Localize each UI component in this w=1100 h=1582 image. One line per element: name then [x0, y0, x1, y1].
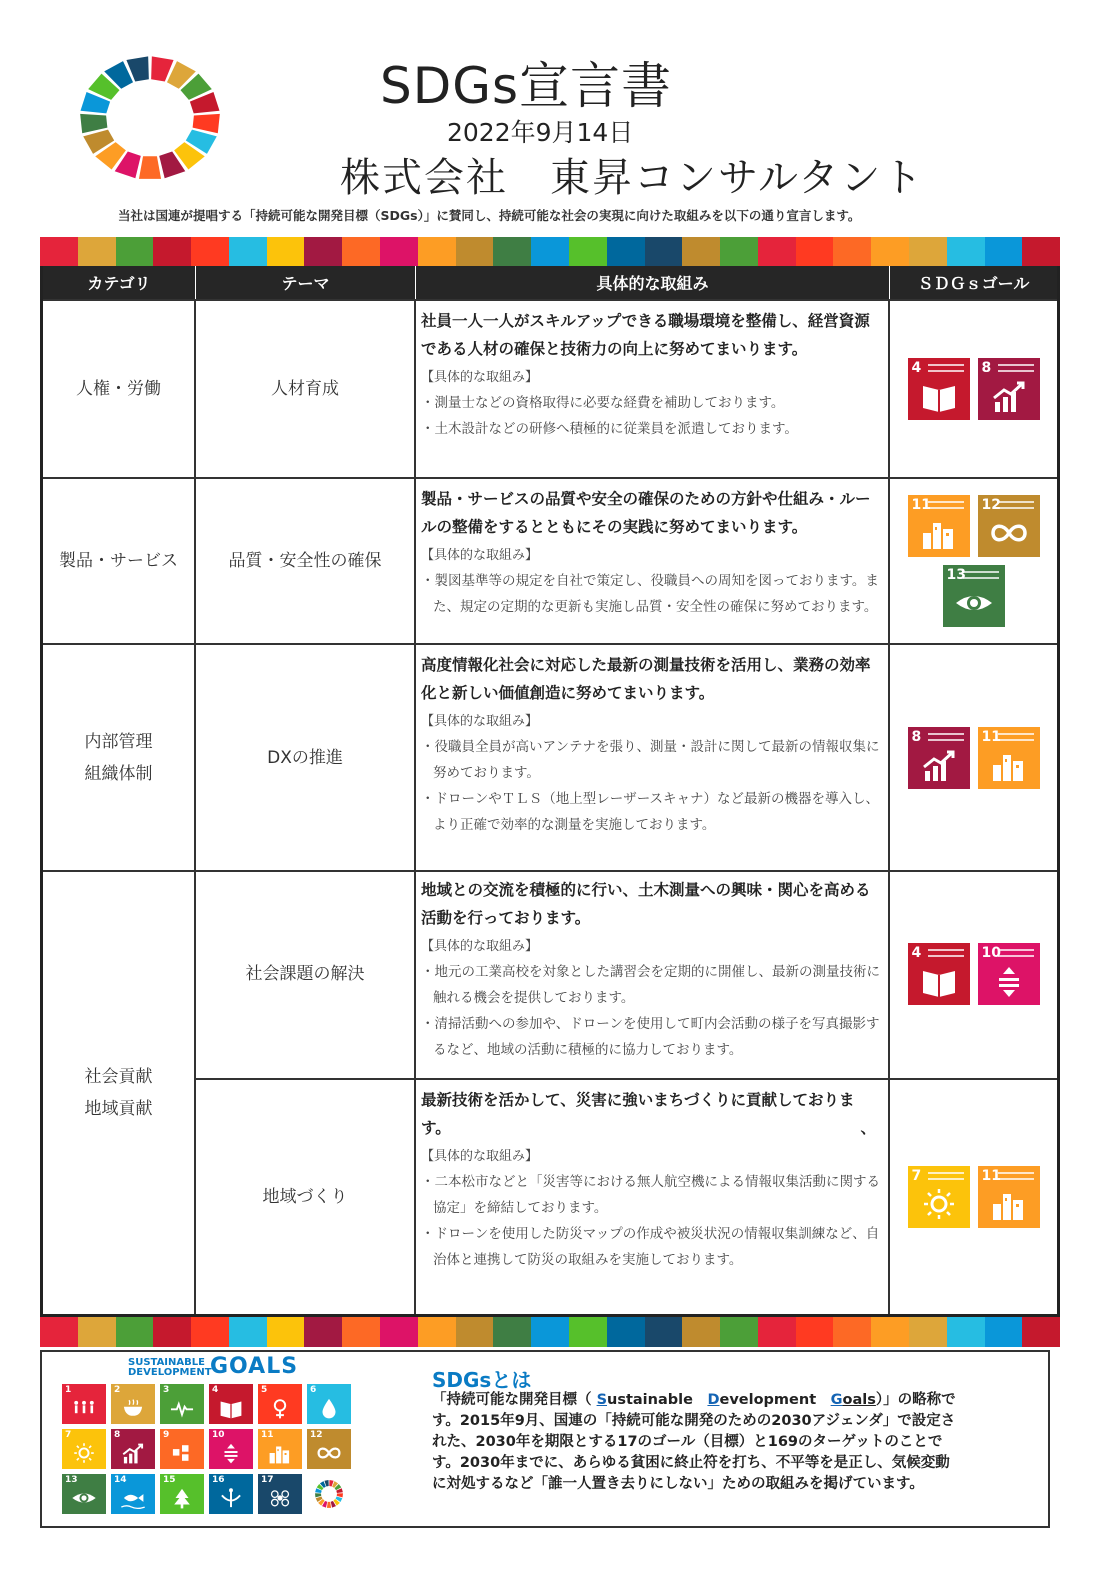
tile-number: 10 — [212, 1430, 225, 1440]
goal-caption-lines — [928, 949, 964, 957]
action-item: ・役職員全員が高いアンテナを張り、測量・設計に関して最新の情報収集に努めております。 — [421, 739, 880, 781]
sdg-goal-4-icon — [908, 358, 970, 420]
table-row — [43, 643, 1057, 870]
stripe-block — [40, 1317, 78, 1347]
about-text-part: 「持続可能な開発目標（ — [432, 1392, 597, 1408]
actions-cell — [416, 645, 890, 870]
stripe-block — [720, 237, 758, 267]
action-subheading: 【具体的な取組み】 — [421, 939, 539, 954]
stripe-block — [78, 237, 116, 267]
declaration-date: 2022年9月14日 — [447, 118, 634, 147]
goal-caption-lines — [928, 364, 964, 372]
about-text-part: oals — [842, 1392, 876, 1408]
about-text-part: ustainable — [607, 1392, 708, 1408]
sdgs-info-box — [40, 1350, 1050, 1528]
tile-number: 4 — [212, 1385, 219, 1395]
stripe-block — [796, 237, 834, 267]
stripe-block — [304, 237, 342, 267]
goal-number: 7 — [911, 1168, 922, 1184]
stripe-block — [531, 1317, 569, 1347]
sdg-goal-14-tile — [111, 1474, 155, 1514]
stripe-block — [833, 1317, 871, 1347]
sdg-goal-7-tile — [62, 1429, 106, 1469]
goal-number: 10 — [981, 945, 1001, 961]
about-text-part: evelopment — [719, 1392, 831, 1408]
stripe-block — [871, 237, 909, 267]
stripe-block — [418, 237, 456, 267]
sdg-goal-16-tile — [209, 1474, 253, 1514]
goal-glyph — [989, 515, 1029, 551]
tile-number: 6 — [310, 1385, 317, 1395]
category-cell: 社会貢献 地域貢献 — [43, 872, 196, 1314]
goals-cell — [890, 301, 1057, 477]
tile-glyph — [316, 1440, 342, 1466]
action-item: ・二本松市などと「災害等における無人航空機による情報収集活動に関する協定」を締結しております。 — [421, 1174, 880, 1216]
action-item: ・清掃活動への参加や、ドローンを使用して町内会活動の様子を写真撮影するなど、地域の活動に積極的に協力しております。 — [421, 1016, 880, 1058]
tile-glyph — [71, 1485, 97, 1511]
goal-caption-lines — [998, 733, 1034, 741]
stripe-block — [493, 1317, 531, 1347]
about-letter-s: S — [596, 1392, 608, 1408]
stripe-block — [645, 1317, 683, 1347]
tile-number: 17 — [261, 1475, 274, 1485]
stripe-block — [116, 1317, 154, 1347]
tile-glyph — [71, 1395, 97, 1421]
wheel-segment — [80, 114, 107, 133]
stripe-block — [456, 1317, 494, 1347]
wheel-segment — [139, 156, 161, 179]
goal-glyph — [954, 585, 994, 621]
about-text-part: ）」の略称です。2015年9月、国連の「持続可能な開発のための2030アジェンダ」で設定された、2030年を期限とする17のゴール（目標）と169のターゲットのことです。2030年までに、あらゆる貧困に終止符を打ち、不平等を是正し、気候変動に対処するなど「誰一人置き去りにしない」ための取組みを掲げています。 — [432, 1392, 956, 1492]
stripe-block — [78, 1317, 116, 1347]
stripe-block — [342, 1317, 380, 1347]
sdg-goal-13-tile — [62, 1474, 106, 1514]
tile-number: 3 — [163, 1385, 170, 1395]
about-title: SDGsとは — [432, 1368, 532, 1392]
sdg-goal-13-icon — [943, 565, 1005, 627]
stripe-block — [267, 237, 305, 267]
action-lead: 地域との交流を積極的に行い、土木測量への興味・関心を高める活動を行っております。 — [421, 881, 871, 927]
sdg-goal-7-icon — [908, 1166, 970, 1228]
stripe-block — [229, 237, 267, 267]
stripe-block — [607, 1317, 645, 1347]
wheel-segment — [193, 114, 220, 133]
goal-number: 11 — [981, 728, 1001, 745]
tile-glyph — [169, 1395, 195, 1421]
actions-cell — [416, 870, 890, 1078]
goal-number: 11 — [911, 497, 931, 513]
category-cell: 人権・労働 — [43, 301, 196, 477]
table-row — [196, 1078, 1057, 1314]
stripe-block — [833, 237, 871, 267]
sdg-goal-10-tile — [209, 1429, 253, 1469]
stripe-block — [418, 1317, 456, 1347]
header-goals: ＳＤＧｓゴール — [917, 274, 1030, 293]
stripe-block — [191, 1317, 229, 1347]
tile-glyph — [169, 1485, 195, 1511]
goal-number: 8 — [981, 360, 992, 376]
stripe-block — [758, 1317, 796, 1347]
theme-cell: DXの推進 — [196, 645, 416, 870]
stripe-block — [456, 237, 494, 267]
stripe-block — [267, 1317, 305, 1347]
goals-cell — [890, 645, 1057, 870]
tile-glyph — [71, 1440, 97, 1466]
stripe-block — [871, 1317, 909, 1347]
tile-glyph — [218, 1440, 244, 1466]
sdg-goal-6-tile — [307, 1384, 351, 1424]
sdg-goal-11-tile — [258, 1429, 302, 1469]
goal-caption-lines — [928, 501, 964, 509]
goal-number: 12 — [981, 497, 1001, 513]
header-theme: テーマ — [196, 266, 416, 299]
stripe-block — [909, 237, 947, 267]
theme-cell: 地域づくり — [196, 1080, 416, 1314]
stripe-block — [493, 237, 531, 267]
about-letter-d: D — [707, 1392, 720, 1408]
action-subheading: 【具体的な取組み】 — [421, 548, 539, 563]
actions-cell — [416, 301, 890, 477]
theme-cell: 品質・安全性の確保 — [196, 479, 416, 643]
stripe-block — [758, 237, 796, 267]
stripe-block — [380, 237, 418, 267]
sdgs-17-goals-grid — [62, 1384, 362, 1514]
goal-number: 4 — [911, 360, 922, 376]
action-lead-mark: 、 — [860, 1119, 876, 1137]
sdg-goal-10-icon — [978, 943, 1040, 1005]
intro-text: 当社は国連が提唱する「持続可能な開発目標（SDGs）」に賛同し、持続可能な社会の実現に向けた取組みを以下の通り宣言します。 — [118, 208, 861, 223]
tile-glyph — [316, 1395, 342, 1421]
sdg-goal-17-tile — [258, 1474, 302, 1514]
stripe-block — [720, 1317, 758, 1347]
goal-glyph — [989, 378, 1029, 414]
color-stripe-top — [40, 237, 1060, 267]
action-lead: 社員一人一人がスキルアップできる職場環境を整備し、経営資源である人材の確保と技術力の向上に努めてまいります。 — [421, 312, 870, 358]
stripe-block — [380, 1317, 418, 1347]
stripe-block — [1022, 1317, 1060, 1347]
tile-number: 12 — [310, 1430, 323, 1440]
action-lead: 製品・サービスの品質や安全の確保のための方針や仕組み・ルールの整備をするとともにその実践に努めてまいります。 — [421, 490, 871, 536]
stripe-block — [796, 1317, 834, 1347]
sdg-goal-8-icon — [908, 727, 970, 789]
tile-glyph — [267, 1440, 293, 1466]
header-actions: 具体的な取組み — [416, 266, 890, 299]
sdg-goal-1-tile — [62, 1384, 106, 1424]
page-title: SDGs宣言書 — [380, 57, 673, 115]
tile-glyph — [169, 1440, 195, 1466]
stripe-block — [947, 237, 985, 267]
action-item: ・地元の工業高校を対象とした講習会を定期的に開催し、最新の測量技術に触れる機会を提供しております。 — [421, 964, 880, 1006]
tile-number: 8 — [114, 1430, 121, 1440]
sdg-goal-9-tile — [160, 1429, 204, 1469]
goal-caption-lines — [998, 501, 1034, 509]
sdg-goal-4-icon — [908, 943, 970, 1005]
sdgs-table — [40, 266, 1060, 1317]
tile-glyph — [120, 1485, 146, 1511]
actions-cell — [416, 479, 890, 643]
category-cell: 内部管理 組織体制 — [43, 645, 196, 870]
stripe-block — [985, 1317, 1023, 1347]
action-subheading: 【具体的な取組み】 — [421, 370, 539, 385]
sdg-goal-11-icon — [908, 495, 970, 557]
stripe-block — [645, 237, 683, 267]
stripe-block — [342, 237, 380, 267]
action-subheading: 【具体的な取組み】 — [421, 1149, 539, 1164]
tile-number: 5 — [261, 1385, 268, 1395]
action-lead — [421, 1086, 884, 1142]
stripe-block — [947, 1317, 985, 1347]
tile-number: 11 — [261, 1430, 274, 1440]
table-header — [43, 266, 1057, 299]
stripe-block — [682, 237, 720, 267]
goal-glyph — [989, 747, 1029, 783]
goal-number: 11 — [981, 1168, 1001, 1184]
goal-number: 4 — [911, 945, 922, 961]
about-text — [432, 1390, 962, 1495]
sdgs-ring-icon — [307, 1474, 351, 1514]
stripe-block — [985, 237, 1023, 267]
category-cell: 製品・サービス — [43, 479, 196, 643]
action-item: ・ドローンを使用した防災マップの作成や被災状況の情報収集訓練など、自治体と連携して防災の取組みを実施しております。 — [421, 1226, 880, 1268]
goal-glyph — [919, 378, 959, 414]
table-row — [43, 299, 1057, 477]
goal-caption-lines — [998, 949, 1034, 957]
stripe-block — [531, 237, 569, 267]
goal-caption-lines — [998, 364, 1034, 372]
tile-number: 7 — [65, 1430, 72, 1440]
tile-number: 14 — [114, 1475, 127, 1485]
sdg-goal-5-tile — [258, 1384, 302, 1424]
goal-caption-lines — [928, 733, 964, 741]
sdg-goal-8-tile — [111, 1429, 155, 1469]
actions-cell — [416, 1080, 890, 1314]
goals-cell — [890, 1080, 1057, 1314]
goal-caption-lines — [928, 1172, 964, 1180]
stripe-block — [191, 237, 229, 267]
goal-glyph — [989, 1186, 1029, 1222]
sdg-goal-11-icon — [978, 1166, 1040, 1228]
sdgs-wheel-logo — [70, 48, 230, 188]
tile-glyph — [218, 1395, 244, 1421]
tile-glyph — [267, 1485, 293, 1511]
stripe-block — [607, 237, 645, 267]
stripe-block — [569, 1317, 607, 1347]
stripe-block — [1022, 237, 1060, 267]
tile-glyph — [218, 1485, 244, 1511]
action-item: ・土木設計などの研修へ積極的に従業員を派遣しております。 — [421, 421, 798, 437]
stripe-block — [682, 1317, 720, 1347]
sdg-goal-11-icon — [978, 727, 1040, 789]
company-name: 株式会社 東昇コンサルタント — [340, 155, 925, 201]
action-lead: 高度情報化社会に対応した最新の測量技術を活用し、業務の効率化と新しい価値創造に努めてまいります。 — [421, 656, 871, 702]
action-item: ・製図基準等の規定を自社で策定し、役職員への周知を図っております。また、規定の定期的な更新も実施し品質・安全性の確保に努めております。 — [421, 573, 879, 615]
tile-number: 16 — [212, 1475, 225, 1485]
sdg-goal-12-tile — [307, 1429, 351, 1469]
sdg-goal-4-tile — [209, 1384, 253, 1424]
tile-glyph — [120, 1395, 146, 1421]
action-item: ・測量士などの資格取得に必要な経費を補助しております。 — [421, 395, 785, 411]
table-row — [196, 870, 1057, 1078]
sdgs-logo-goals-text: GOALS — [210, 1354, 299, 1379]
action-lead-text: 最新技術を活かして、災害に強いまちづくりに貢献しております。 — [421, 1091, 855, 1137]
goal-glyph — [989, 963, 1029, 999]
tile-number: 2 — [114, 1385, 121, 1395]
about-letter-g: G — [830, 1392, 843, 1408]
goal-glyph — [919, 515, 959, 551]
action-item: ・ドローンやＴＬＳ（地上型レーザースキャナ）など最新の機器を導入し、より正確で効率的な測量を実施しております。 — [421, 791, 880, 833]
sdg-goal-2-tile — [111, 1384, 155, 1424]
tile-number: 1 — [65, 1385, 72, 1395]
sdgs-logo-small-text: SUSTAINABLE DEVELOPMENT — [128, 1357, 212, 1378]
goal-glyph — [919, 1186, 959, 1222]
color-stripe-bottom — [40, 1317, 1060, 1347]
goal-number: 8 — [911, 728, 922, 745]
tile-glyph — [267, 1395, 293, 1421]
goal-caption-lines — [998, 1172, 1034, 1180]
sdg-goal-15-tile — [160, 1474, 204, 1514]
goal-glyph — [919, 747, 959, 783]
table-row — [43, 477, 1057, 643]
stripe-block — [40, 237, 78, 267]
stripe-block — [569, 237, 607, 267]
tile-number: 9 — [163, 1430, 170, 1440]
stripe-block — [909, 1317, 947, 1347]
tile-number: 15 — [163, 1475, 176, 1485]
theme-cell: 社会課題の解決 — [196, 870, 416, 1078]
sdg-goal-12-icon — [978, 495, 1040, 557]
theme-cell: 人材育成 — [196, 301, 416, 477]
goals-cell — [890, 479, 1057, 643]
sdg-goal-3-tile — [160, 1384, 204, 1424]
stripe-block — [153, 237, 191, 267]
tile-glyph — [120, 1440, 146, 1466]
header-category: カテゴリ — [43, 266, 196, 299]
sdg-goal-8-icon — [978, 358, 1040, 420]
stripe-block — [304, 1317, 342, 1347]
stripe-block — [153, 1317, 191, 1347]
action-subheading: 【具体的な取組み】 — [421, 714, 539, 729]
goal-glyph — [919, 963, 959, 999]
tile-number: 13 — [65, 1475, 78, 1485]
goals-cell — [890, 870, 1057, 1078]
stripe-block — [116, 237, 154, 267]
goal-caption-lines — [963, 571, 999, 579]
stripe-block — [229, 1317, 267, 1347]
goal-number: 13 — [946, 567, 966, 583]
